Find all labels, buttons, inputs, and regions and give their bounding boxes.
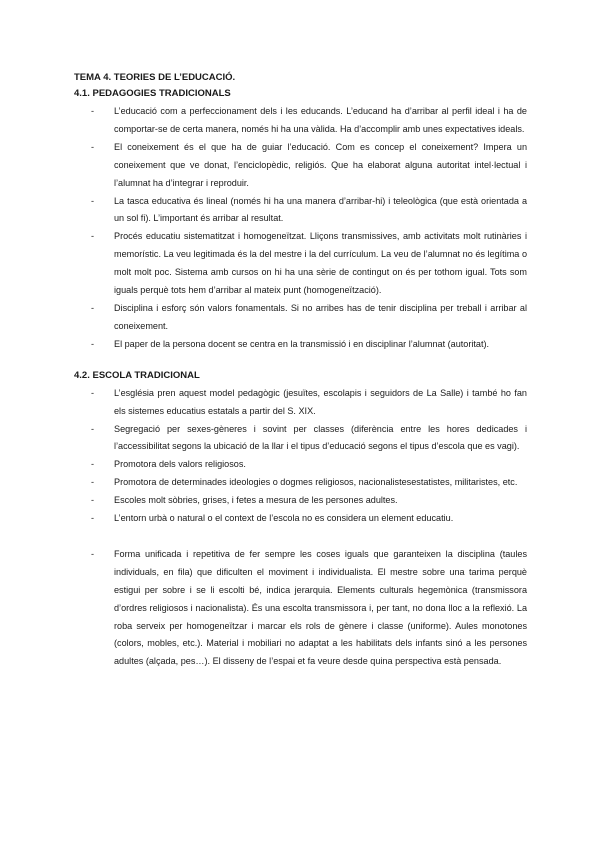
dash-bullet: -: [91, 459, 95, 470]
section-escola-tradicional: [74, 368, 527, 528]
list-item-text: L’església pren aquest model pedagògic (jesuïtes, escolapis i seguidors de La Salle) i també ho fan els sistemes educatius estatals a partir del S. XIX.: [114, 387, 527, 416]
bullet-list: [74, 546, 527, 671]
dash-bullet: -: [91, 302, 95, 313]
dash-bullet: -: [91, 495, 95, 506]
document-content: [74, 70, 527, 671]
list-item-text: Forma unificada i repetitiva de fer sempre les coses iguals que garanteixen la disciplina (taules individuals, en fila) que dificulten el moviment i individualista. El mestre sobre una tarima perquè estigui per sobre i se li escolti bé, indica jerarquia. Elements culturals hegemònica (transmissora d’ordres religiosos i nacionalista). És una escolta transmissora i, per tant, no dona lloc a la reflexió. La roba serveix per homogeneïtzar i marcar els rols de gènere i classe (uniforme). Aules monotones (colors, mobles, etc.). Material i mobiliari no adaptat a les habilitats dels infants sinó a les persones adultes (alçada, pes…). El disseny de l’espai et fa veure desde quina perspectiva està pensada.: [114, 548, 527, 667]
list-item: [74, 421, 527, 457]
list-item-text: L’educació com a perfeccionament dels i les educands. L’educand ha d’arribar al perfil ideal i ha de comportar-se de certa manera, només hi ha una vàlida. Ha d’accomplir amb unes expectatives ideals.: [114, 106, 527, 134]
list-item-text: Disciplina i esforç són valors fonamentals. Si no arribes has de tenir disciplina per treball i arribar al coneixement.: [114, 302, 527, 331]
list-item: [74, 103, 527, 139]
document-title: TEMA 4. TEORIES DE L’EDUCACIÓ.: [74, 72, 236, 83]
section-escola-espai: [74, 546, 527, 671]
dash-bullet: -: [91, 477, 95, 488]
list-item: [74, 300, 527, 336]
list-item-text: Promotora de determinades ideologies o dogmes religiosos, nacionalistesestatistes, militaristes, etc.: [114, 477, 518, 488]
dash-bullet: -: [91, 338, 95, 349]
section-pedagogies-tradicionals: [74, 86, 527, 354]
dash-bullet: -: [91, 231, 95, 242]
list-item: [74, 474, 527, 492]
list-item: [74, 228, 527, 300]
dash-bullet: -: [91, 423, 95, 434]
list-item-text: Segregació per sexes-gèneres i sovint per classes (diferència entre les hores dedicades i l’accessibilitat segons la ubicació de la llar i el tipus d’educació segons el tipus d’escola que es vagi).: [114, 423, 527, 452]
dash-bullet: -: [91, 195, 95, 206]
list-item: [74, 139, 527, 193]
list-item: [74, 336, 527, 354]
list-item: [74, 385, 527, 421]
list-item: [74, 510, 527, 528]
list-item: [74, 492, 527, 510]
list-item-text: El coneixement és el que ha de guiar l’educació. Com es concep el coneixement? Impera un coneixement que ve donat, l’enciclopèdic, religiós. Que ha elaborat alguna autoritat intel·lectual i l’alumnat ha d’integrar i reproduir.: [114, 141, 527, 188]
list-item-text: La tasca educativa és lineal (només hi ha una manera d’arribar-hi) i teleològica (que està orientada a un sol fi). L’important és arribar al resultat.: [114, 195, 527, 224]
dash-bullet: -: [91, 513, 95, 524]
section-heading: 4.2. ESCOLA TRADICIONAL: [74, 369, 200, 381]
dash-bullet: -: [91, 106, 95, 116]
list-item-text: Escoles molt sòbries, grises, i fetes a mesura de les persones adultes.: [114, 495, 398, 506]
bullet-list: [74, 103, 527, 354]
list-item-text: Procés educatiu sistematitzat i homogeneïtzat. Lliçons transmissives, amb activitats molt rutinàries i memorístic. La veu legitimada és la del mestre i la del currículum. La veu de l’alumnat no és legítima o molt molt poc. Sistema amb cursos on hi ha una sèrie de contingut on és per tothom igual. Tots som iguals perquè tots hem d’arribar al mateix punt (homogeneïtzació).: [114, 231, 527, 296]
list-item-text: L’entorn urbà o natural o el context de l’escola no es considera un element educatiu.: [114, 513, 454, 524]
bullet-list: [74, 385, 527, 528]
list-item-text: Promotora dels valors religiosos.: [114, 459, 246, 470]
list-item: [74, 193, 527, 229]
list-item: [74, 546, 527, 671]
section-heading: 4.1. PEDAGOGIES TRADICIONALS: [74, 88, 231, 99]
dash-bullet: -: [91, 141, 95, 152]
list-item: [74, 456, 527, 474]
dash-bullet: -: [91, 548, 95, 559]
dash-bullet: -: [91, 387, 95, 398]
list-item-text: El paper de la persona docent se centra en la transmissió i en disciplinar l’alumnat (autoritat).: [114, 338, 490, 349]
